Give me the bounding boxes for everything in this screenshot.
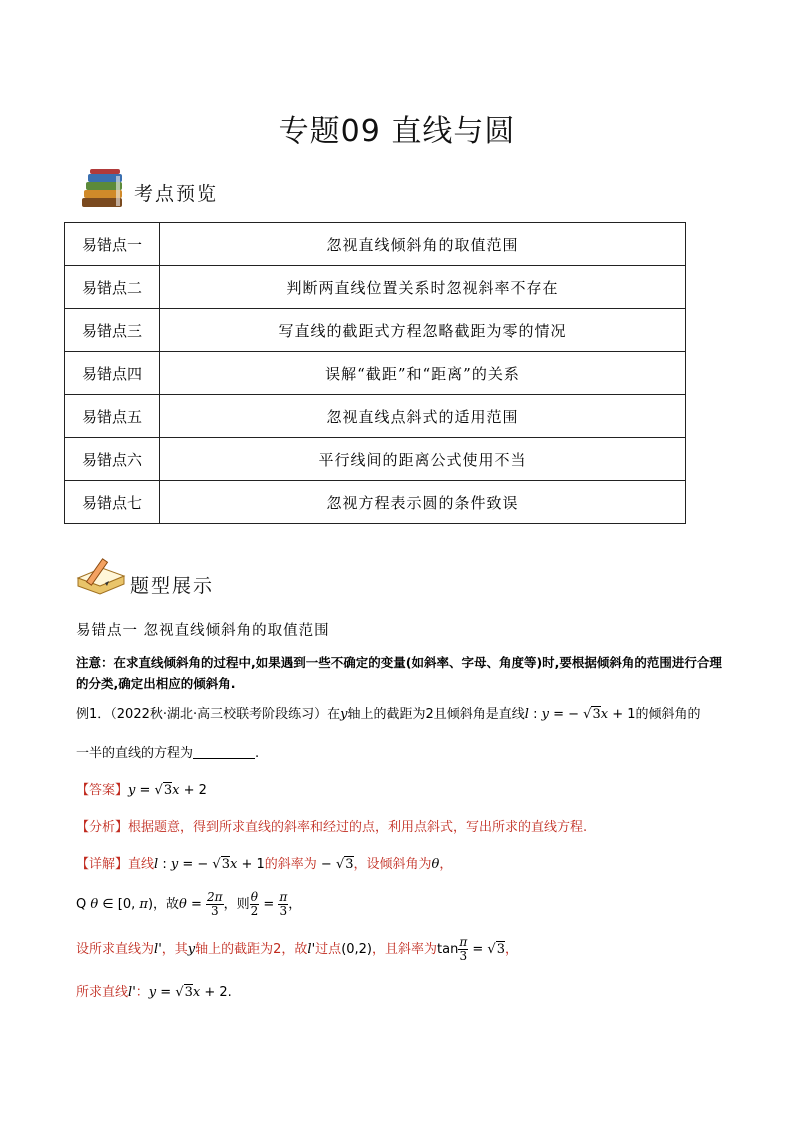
table-row <box>65 309 686 352</box>
books-icon <box>78 168 130 210</box>
row-key: 易错点五 <box>65 395 160 438</box>
row-value: 忽视直线倾斜角的取值范围 <box>160 223 686 266</box>
row-value: 写直线的截距式方程忽略截距为零的情况 <box>160 309 686 352</box>
detail-line-3: 设所求直线为l'，其y轴上的截距为2，故l'过点(0,2)，且斜率为tan $\frac{\pi}{3}$ = √3， <box>76 935 518 963</box>
example-line-2: 一半的直线的方程为 . <box>76 746 260 761</box>
table-row <box>65 223 686 266</box>
row-key: 易错点四 <box>65 352 160 395</box>
table-row <box>65 438 686 481</box>
error-points-table <box>64 222 686 524</box>
example-text-1: 轴上的截距为2且倾斜角是直线 <box>347 707 525 722</box>
section-header-examples <box>74 556 214 600</box>
row-value: 误解“截距”和“距离”的关系 <box>160 352 686 395</box>
table-row <box>65 266 686 309</box>
row-key: 易错点一 <box>65 223 160 266</box>
detail-line-2: Q θ ∈ [0, π)，故θ = $\frac{2\pi}{3}$ ，则 $\frac{\theta}{2}$ = $\frac{\pi}{3}$ ， <box>76 890 302 918</box>
answer-tag: 【答案】 <box>76 783 129 798</box>
detail-line-4: 所求直线l'：y = √3x + 2. <box>76 985 232 1000</box>
answer-line: 【答案】y = √3x + 2 <box>76 783 207 798</box>
example-prefix: 例1．（2022秋·湖北·高三校联考阶段练习）在 <box>76 707 341 722</box>
answer-blank <box>193 744 255 759</box>
page-title: 专题09 直线与圆 <box>278 114 516 149</box>
row-value: 判断两直线位置关系时忽视斜率不存在 <box>160 266 686 309</box>
analysis-text: 根据题意，得到所求直线的斜率和经过的点，利用点斜式，写出所求的直线方程. <box>128 820 588 835</box>
section-header-preview <box>78 168 218 210</box>
row-key: 易错点七 <box>65 481 160 524</box>
row-key: 易错点六 <box>65 438 160 481</box>
table-row <box>65 352 686 395</box>
table-row <box>65 395 686 438</box>
row-key: 易错点二 <box>65 266 160 309</box>
analysis-tag: 【分析】 <box>76 820 129 835</box>
row-value: 忽视直线点斜式的适用范围 <box>160 395 686 438</box>
note: 注意：在求直线倾斜角的过程中,如果遇到一些不确定的变量(如斜率、字母、角度等)时,要根据倾斜角的范围进行合理的分类,确定出相应的倾斜角. <box>76 655 722 691</box>
row-key: 易错点三 <box>65 309 160 352</box>
section-label-preview: 考点预览 <box>134 183 219 205</box>
row-value: 忽视方程表示圆的条件致误 <box>160 481 686 524</box>
detail-line-1: 【详解】直线l : y = − √3x + 1的斜率为 − √3，设倾斜角为θ， <box>76 857 453 872</box>
example-text-2: 的倾斜角的 <box>635 707 701 722</box>
example-line2-text: 一半的直线的方程为 <box>76 746 194 761</box>
row-value: 平行线间的距离公式使用不当 <box>160 438 686 481</box>
subheading: 易错点一 忽视直线倾斜角的取值范围 <box>76 623 330 639</box>
section-label-examples: 题型展示 <box>130 575 215 597</box>
book-pencil-icon <box>74 556 128 600</box>
example-line-1: 例1．（2022秋·湖北·高三校联考阶段练习）在y轴上的截距为2且倾斜角是直线l : y = − √3x + 1的倾斜角的 <box>76 707 701 722</box>
table-row <box>65 481 686 524</box>
detail-tag: 【详解】 <box>76 857 129 872</box>
analysis-line <box>76 817 726 839</box>
